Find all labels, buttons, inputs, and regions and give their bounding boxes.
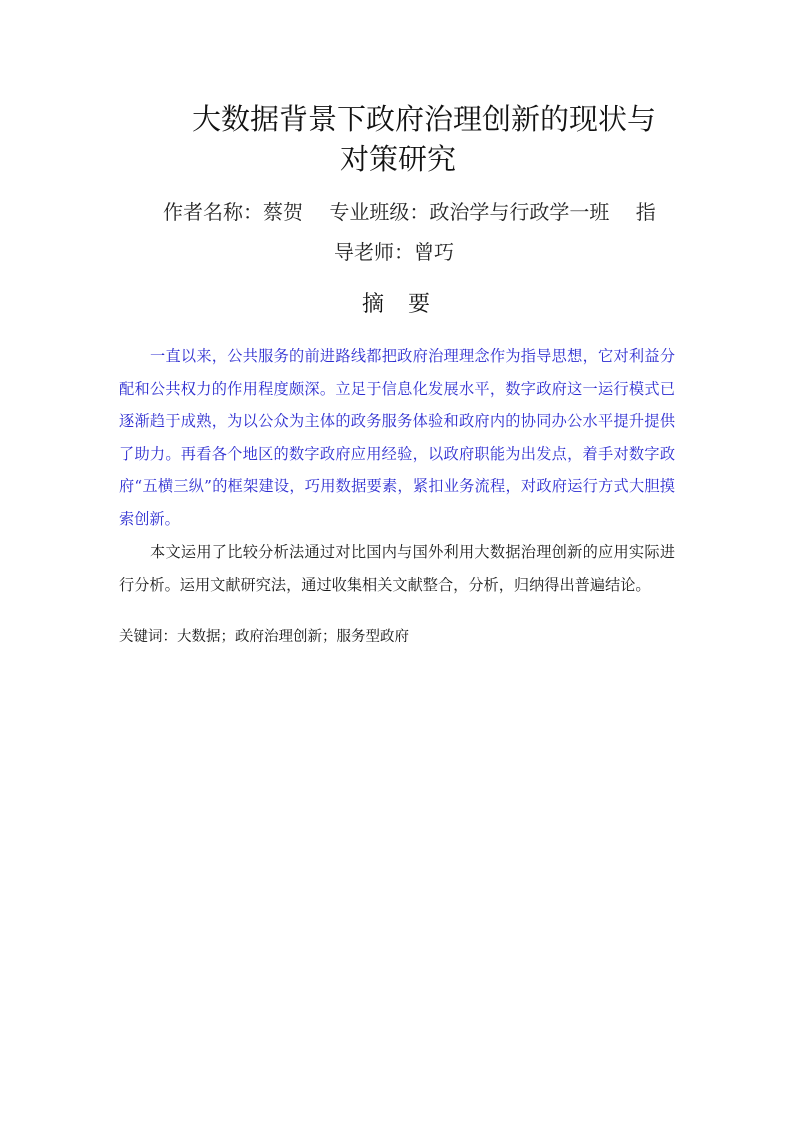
class-name: 专业班级：政治学与行政学一班 xyxy=(329,200,610,224)
abstract-heading: 摘要 xyxy=(362,292,455,317)
title-line-1: 大数据背景下政府治理创新的现状与 xyxy=(192,102,657,136)
advisor-line: 导老师：曾巧 xyxy=(334,240,454,264)
author-line xyxy=(163,197,678,227)
keywords-line: 关键词：大数据；政府治理创新；服务型政府 xyxy=(119,629,409,645)
advisor-prefix: 指 xyxy=(635,200,656,224)
abstract-paragraph-1: 一直以来，公共服务的前进路线都把政府治理理念作为指导思想，它对利益分配和公共权力的作用程度颇深。立足于信息化发展水平，数字政府这一运行模式已逐渐趋于成熟，为以公众为主体的政务服务体验和政府内的协同办公水平提升提供了助力。再看各个地区的数字政府应用经验，以政府职能为出发点，着手对数字政府“五横三纵”的框架建设，巧用数据要素，紧扣业务流程，对政府运行方式大胆摸索创新。 xyxy=(119,347,675,528)
abstract-paragraph-2: 本文运用了比较分析法通过对比国内与国外利用大数据治理创新的应用实际进行分析。运用文献研究法，通过收集相关文献整合，分析，归纳得出普遍结论。 xyxy=(119,543,675,594)
title-line-2: 对策研究 xyxy=(340,142,457,176)
author-name: 作者名称：蔡贺 xyxy=(163,200,303,224)
